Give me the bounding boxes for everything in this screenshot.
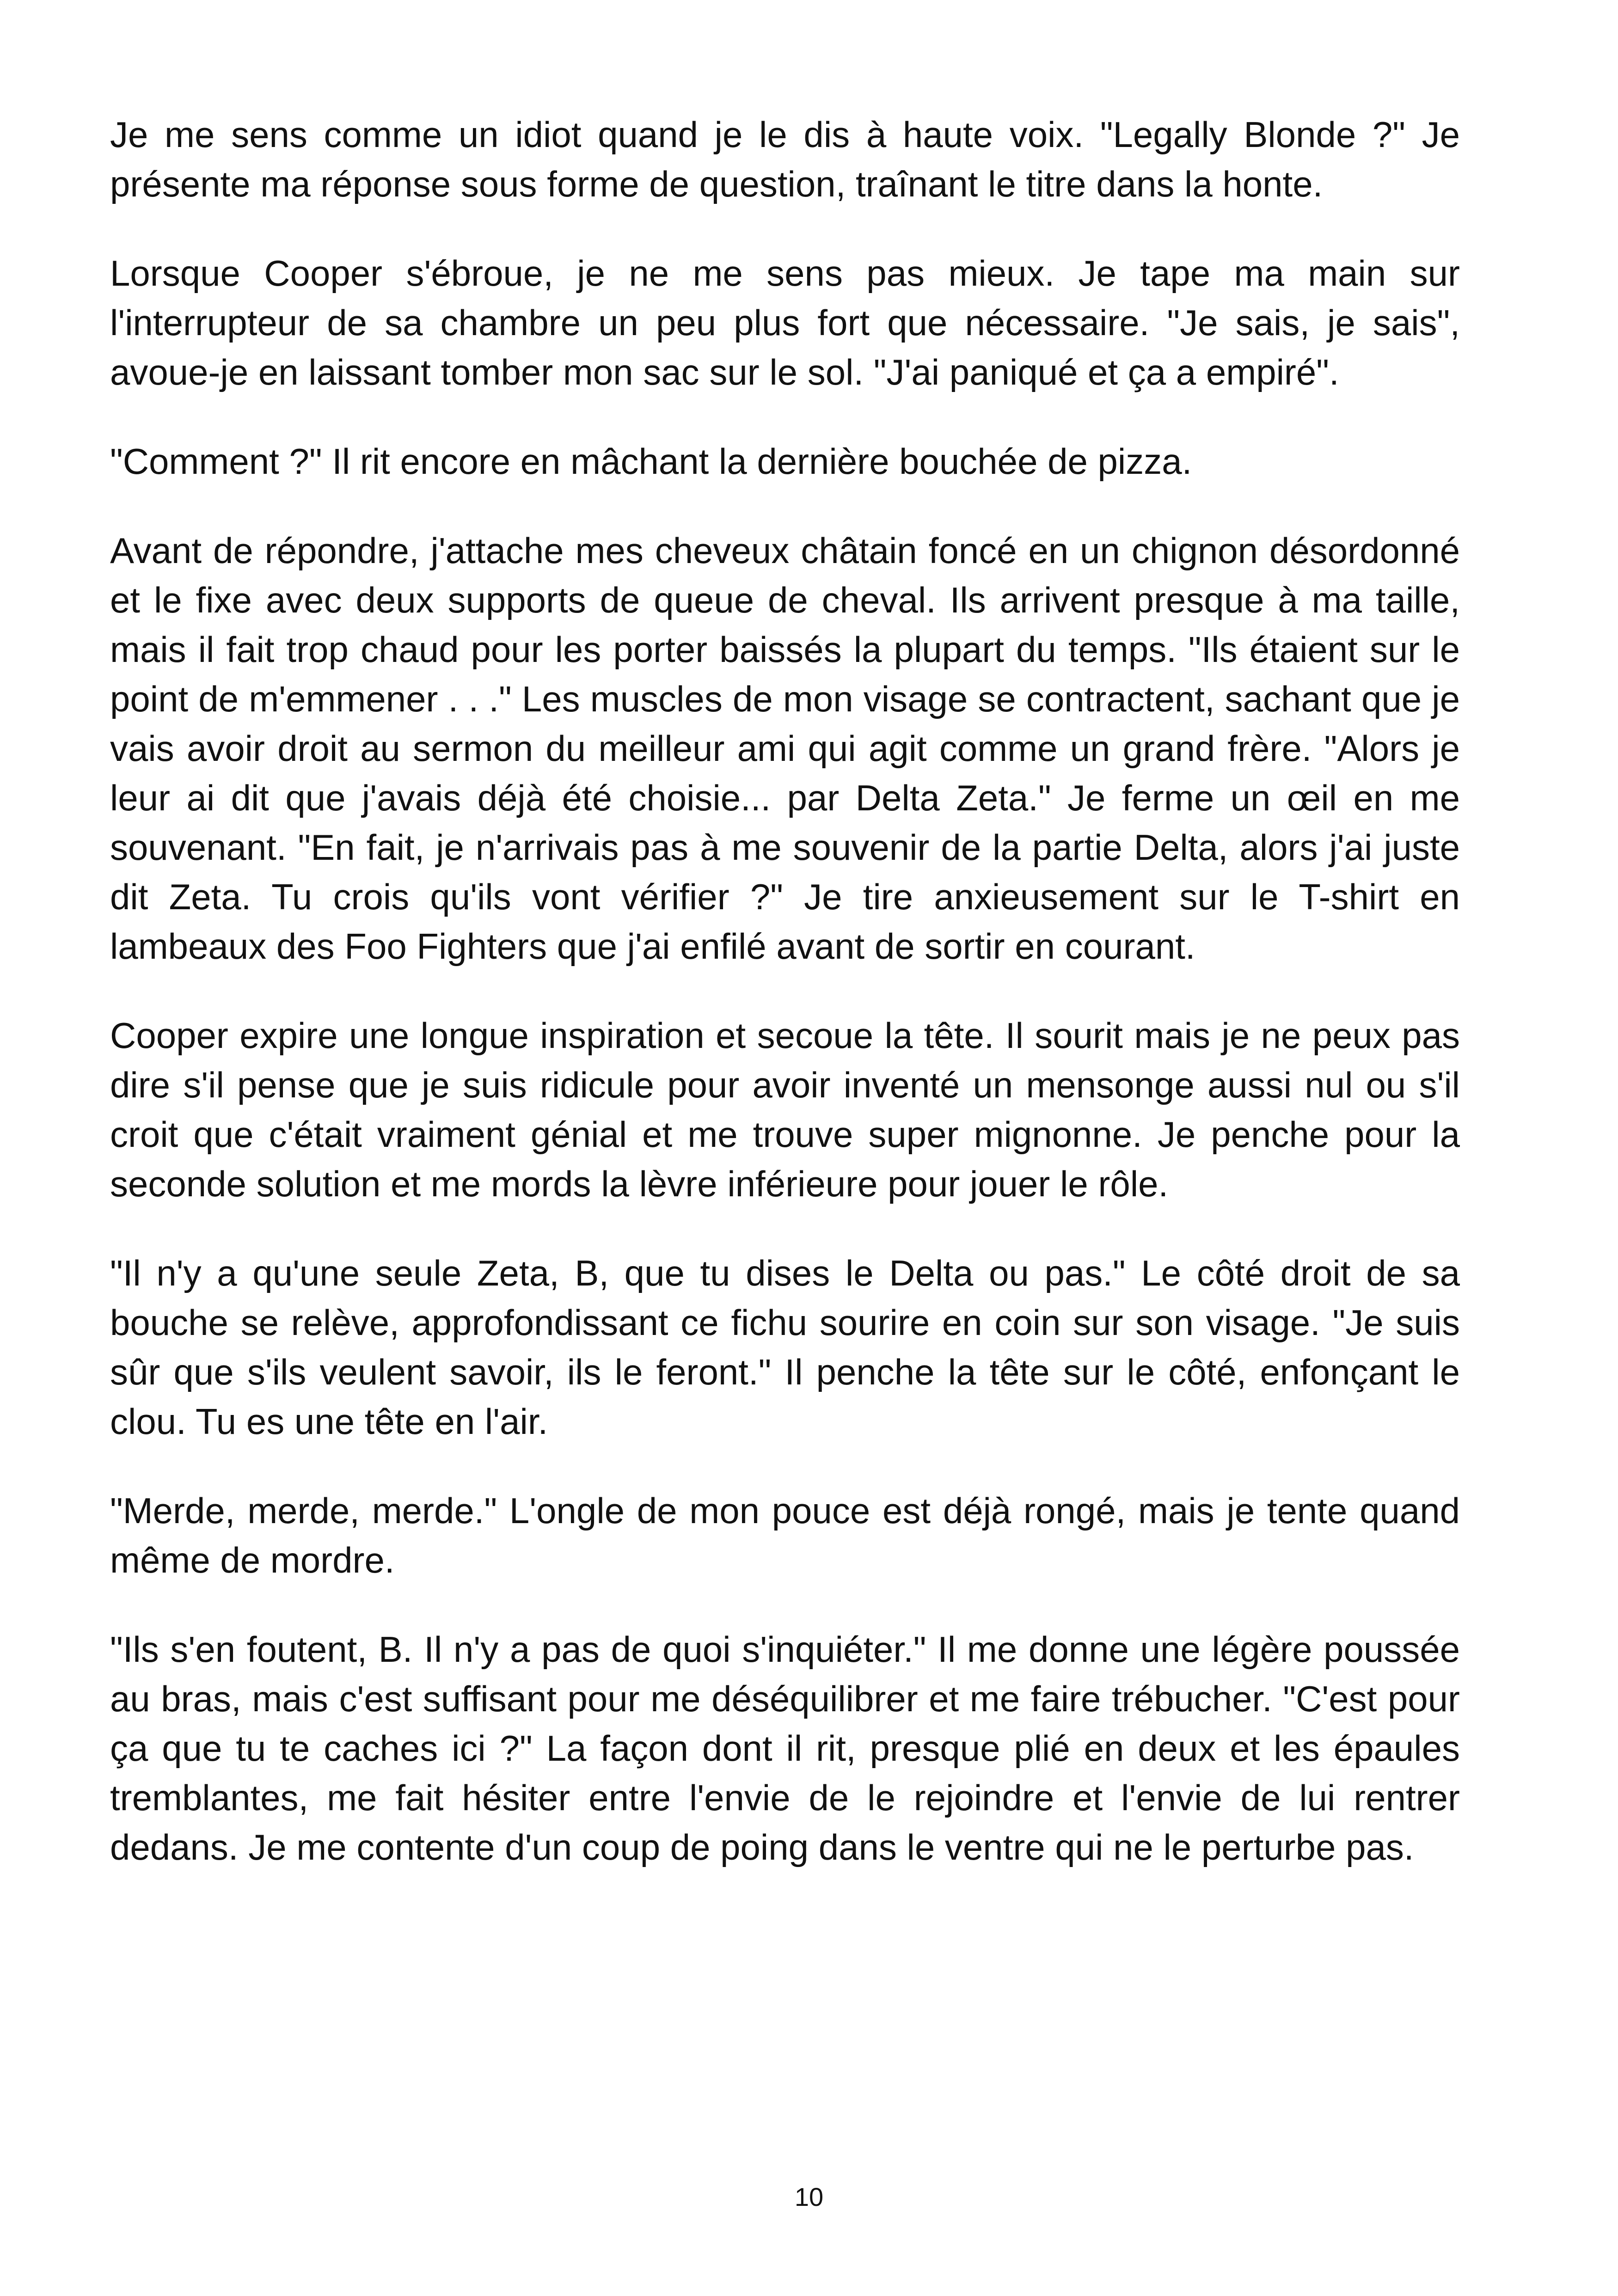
body-text (110, 110, 1460, 1912)
paragraph-1: Je me sens comme un idiot quand je le dis à haute voix. "Legally Blonde ?" Je présente ma réponse sous forme de question, traînant le titre dans la honte. (110, 114, 1460, 204)
paragraph-7: "Merde, merde, merde." L'ongle de mon pouce est déjà rongé, mais je tente quand même de mordre. (110, 1490, 1460, 1580)
paragraph-6: "Il n'y a qu'une seule Zeta, B, que tu dises le Delta ou pas." Le côté droit de sa bouche se relève, approfondissant ce fichu sourire en coin sur son visage. "Je suis sûr que s'ils veulent savoir, ils le feront." Il penche la tête sur le côté, enfonçant le clou. Tu es une tête en l'air. (110, 1253, 1460, 1442)
page-number: 10 (794, 2182, 824, 2211)
paragraph-4: Avant de répondre, j'attache mes cheveux châtain foncé en un chignon désordonné et le fixe avec deux supports de queue de cheval. Ils arrivent presque à ma taille, mais il fait trop chaud pour les porter baissés la plupart du temps. "Ils étaient sur le point de m'emmener . . ." Les muscles de mon visage se contractent, sachant que je vais avoir droit au sermon du meilleur ami qui agit comme un grand frère. "Alors je leur ai dit que j'avais déjà été choisie... par Delta Zeta." Je ferme un œil en me souvenant. "En fait, je n'arrivais pas à me souvenir de la partie Delta, alors j'ai juste dit Zeta. Tu crois qu'ils vont vérifier ?" Je tire anxieusement sur le T-shirt en lambeaux des Foo Fighters que j'ai enfilé avant de sortir en courant. (110, 530, 1460, 967)
paragraph-2: Lorsque Cooper s'ébroue, je ne me sens pas mieux. Je tape ma main sur l'interrupteur de sa chambre un peu plus fort que nécessaire. "Je sais, je sais", avoue-je en laissant tomber mon sac sur le sol. "J'ai paniqué et ça a empiré". (110, 253, 1460, 392)
paragraph-5: Cooper expire une longue inspiration et secoue la tête. Il sourit mais je ne peux pas dire s'il pense que je suis ridicule pour avoir inventé un mensonge aussi nul ou s'il croit que c'était vraiment génial et me trouve super mignonne. Je penche pour la seconde solution et me mords la lèvre inférieure pour jouer le rôle. (110, 1015, 1460, 1204)
paragraph-8: "Ils s'en foutent, B. Il n'y a pas de quoi s'inquiéter." Il me donne une légère poussée au bras, mais c'est suffisant pour me déséquilibrer et me faire trébucher. "C'est pour ça que tu te caches ici ?" La façon dont il rit, presque plié en deux et les épaules tremblantes, me fait hésiter entre l'envie de le rejoindre et l'envie de lui rentrer dedans. Je me contente d'un coup de poing dans le ventre qui ne le perturbe pas. (110, 1629, 1460, 1867)
paragraph-3: "Comment ?" Il rit encore en mâchant la dernière bouchée de pizza. (110, 441, 1192, 482)
